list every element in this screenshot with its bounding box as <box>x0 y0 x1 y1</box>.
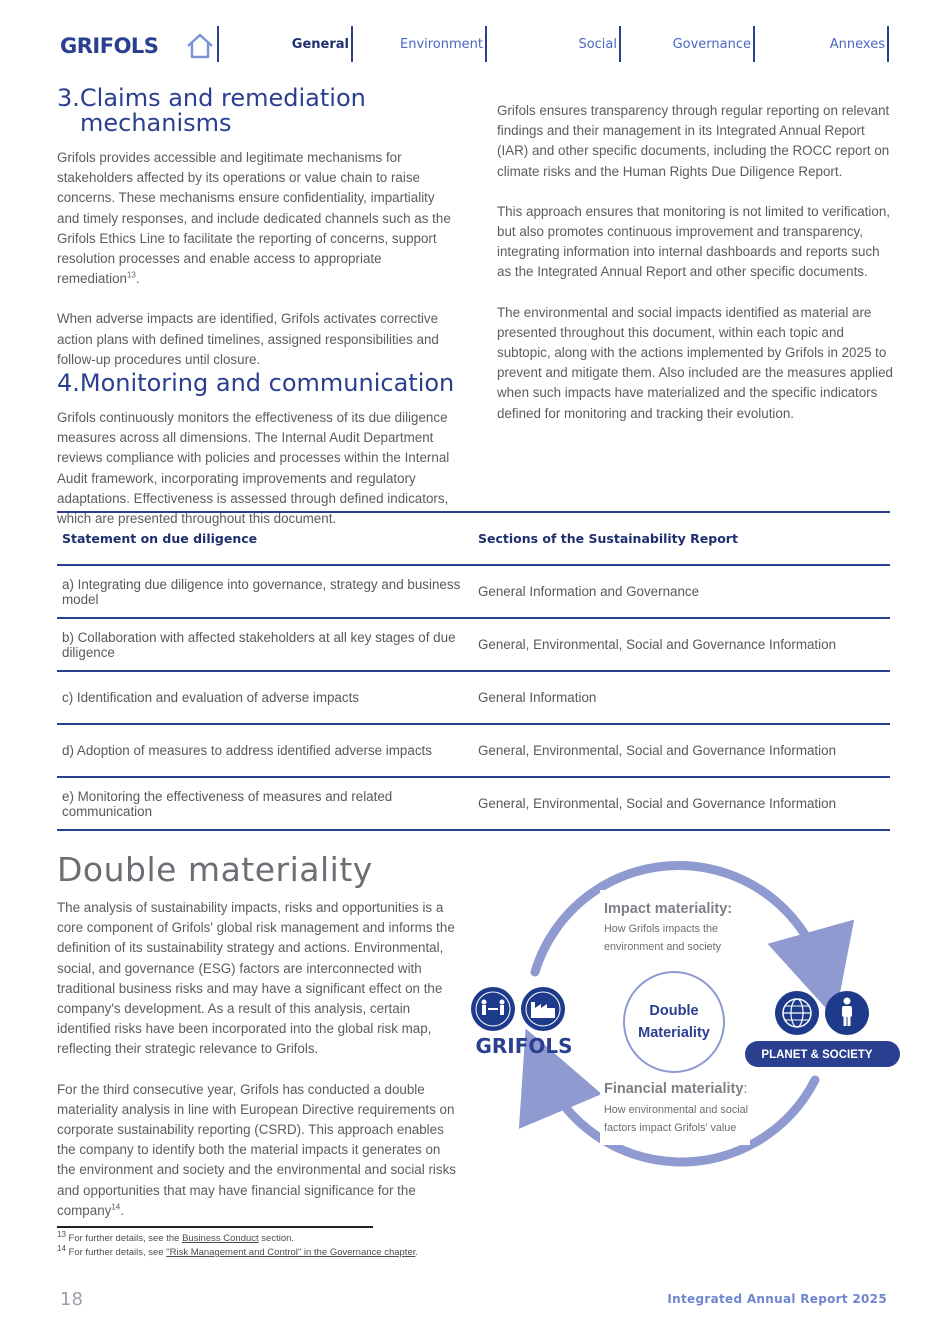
section-number: 3. <box>57 84 80 112</box>
nav-divider <box>887 26 889 62</box>
center-circle <box>624 972 724 1072</box>
financial-sub: factors impact Grifols' value <box>604 1122 737 1134</box>
section-4 <box>57 371 457 529</box>
heading-line: mechanisms <box>80 109 232 137</box>
paragraph: The analysis of sustainability impacts, risks and opportunities is a core component of Grifols' global risk management and informs the definition of its sustainability strategy and actions. Environmental, social, and governance (ESG) factors are interconnected with traditional business risks and may have a significant effect on the company's development. As a result of this analysis, certain identified risks have been incorporated into the global risk map, reflecting their strategic relevance to Grifols. <box>57 900 455 1057</box>
globe-icon <box>775 991 819 1035</box>
center-label: Double <box>649 1003 699 1019</box>
table-cell: a) Integrating due diligence into governance, strategy and business model <box>62 576 461 607</box>
paragraph: Grifols continuously monitors the effectiveness of its due diligence measures across all dimensions. The Internal Audit Department reviews compliance with policies and processes within the Internal Audit framework, incorporating improvements and regulatory adaptations. Effectiveness is assessed through defined indicators, which are presented throughout this document. <box>57 410 450 527</box>
heading-line: Claims and remediation <box>79 84 366 112</box>
paragraph: Grifols ensures transparency through regular reporting on relevant findings and their management in its Integrated Annual Report (IAR) and other specific documents, including the ROCC report on climate risks and the Human Rights Due Diligence Report. <box>497 103 890 179</box>
section-3 <box>57 86 457 370</box>
column-header: Statement on due diligence <box>62 531 258 546</box>
nav-divider <box>485 26 487 62</box>
column-header: Sections of the Sustainability Report <box>478 531 738 546</box>
double-materiality-text <box>57 898 457 1221</box>
financial-title: Financial materiality: <box>604 1081 748 1097</box>
table-cell: c) Identification and evaluation of adverse impacts <box>62 690 359 705</box>
table-cell: General Information <box>478 690 597 705</box>
footnote-ref[interactable]: 13 <box>126 270 136 280</box>
table-cell: General Information and Governance <box>478 584 700 599</box>
table-header-row <box>57 513 890 566</box>
table-row <box>57 672 890 725</box>
table-cell: e) Monitoring the effectiveness of measures and related communication <box>62 788 393 819</box>
impact-sub: How Grifols impacts the <box>604 923 718 935</box>
nav-divider <box>753 26 755 62</box>
section-number: 4. <box>57 369 80 397</box>
double-materiality-diagram <box>465 860 905 1190</box>
paragraph: When adverse impacts are identified, Grifols activates corrective action plans with defined timelines, assigned responsibilities and follow-up procedures until closure. <box>57 311 439 367</box>
table-cell: General, Environmental, Social and Governance Information <box>478 796 837 811</box>
financial-sub: How environmental and social <box>604 1104 749 1116</box>
table-row <box>57 619 890 672</box>
business-conduct-link[interactable]: Business Conduct <box>182 1233 259 1244</box>
nav-divider <box>619 26 621 62</box>
footnote-14: $^{14}$ For further details, see "Risk Management and Control" in the Governance chapter. <box>57 1243 419 1258</box>
factory-icon <box>521 987 565 1031</box>
report-title: Integrated Annual Report 2025 <box>667 1292 887 1306</box>
planet-society-label: PLANET & SOCIETY <box>761 1049 873 1061</box>
table-row <box>57 778 890 831</box>
paragraph: The environmental and social impacts identified as material are presented throughout this document, within each topic and subtopic, along with the actions implemented by Grifols in 2025 to prevent and mitigate them. Also included are the measures applied when such impacts have materialized and the specific indicators defined for monitoring and tracking their evolution. <box>497 304 894 421</box>
footnotes <box>57 1229 419 1260</box>
table-cell: b) Collaboration with affected stakeholders at all key stages of due diligence <box>62 629 456 660</box>
risk-management-link[interactable]: "Risk Management and Control" in the Governance chapter <box>166 1247 416 1258</box>
section-4-heading <box>57 371 457 396</box>
nav-divider <box>217 26 219 62</box>
paragraph: For the third consecutive year, Grifols has conducted a double materiality analysis in line with European Directive requirements on corporate sustainability reporting (CSRD). This approach enables the company to identify both the material impacts it generates on the environment and society and the environmental and social risks and opportunities that may have financial significance for the company$^{14}$. <box>57 1081 456 1218</box>
heading-line: Monitoring and communication <box>79 369 455 397</box>
right-column <box>497 101 897 424</box>
center-label: Materiality <box>638 1025 710 1041</box>
diagram-grifols-label: GRIFOLS <box>475 1034 573 1058</box>
table-row <box>57 725 890 778</box>
table-cell: d) Adoption of measures to address identified adverse impacts <box>62 743 432 758</box>
table-row <box>57 566 890 619</box>
grifols-logo[interactable]: GRIFOLS <box>60 34 159 58</box>
impact-title: Impact materiality: <box>604 901 733 917</box>
nav-divider <box>351 26 353 62</box>
nav-tab-environment[interactable]: Environment <box>399 37 483 52</box>
impact-sub: environment and society <box>604 941 722 953</box>
nav-tab-annexes[interactable]: Annexes <box>829 37 885 52</box>
person-icon <box>825 991 869 1035</box>
paragraph: This approach ensures that monitoring is not limited to verification, but also promotes continuous improvement and transparency, integrating information into internal dashboards and reports such as the Integrated Annual Report and other specific documents. <box>497 203 890 280</box>
home-icon[interactable] <box>184 30 216 62</box>
due-diligence-table <box>57 511 890 831</box>
people-icon <box>471 987 515 1031</box>
nav-tab-general[interactable]: General <box>291 37 349 52</box>
footnote-divider <box>57 1226 373 1228</box>
table-cell: General, Environmental, Social and Governance Information <box>478 743 837 758</box>
double-materiality-title: Double materiality <box>57 850 373 889</box>
section-3-heading <box>57 86 457 136</box>
footnote-ref[interactable]: 14 <box>111 1202 121 1212</box>
nav-tab-governance[interactable]: Governance <box>672 37 751 52</box>
table-cell: General, Environmental, Social and Governance Information <box>478 637 837 652</box>
page-number: 18 <box>60 1289 83 1310</box>
nav-tab-social[interactable]: Social <box>578 37 617 52</box>
paragraph: Grifols provides accessible and legitimate mechanisms for stakeholders affected by its operations or value chain to raise concerns. These mechanisms ensure confidentiality, impartiality and timely responses, and include dedicated channels such as the Grifols Ethics Line to facilitate the reporting of concerns, support resolution processes and enable access to appropriate remediation$^{13}$. <box>57 150 451 287</box>
footnote-13: $^{13}$ For further details, see the Business Conduct section. <box>57 1229 295 1244</box>
